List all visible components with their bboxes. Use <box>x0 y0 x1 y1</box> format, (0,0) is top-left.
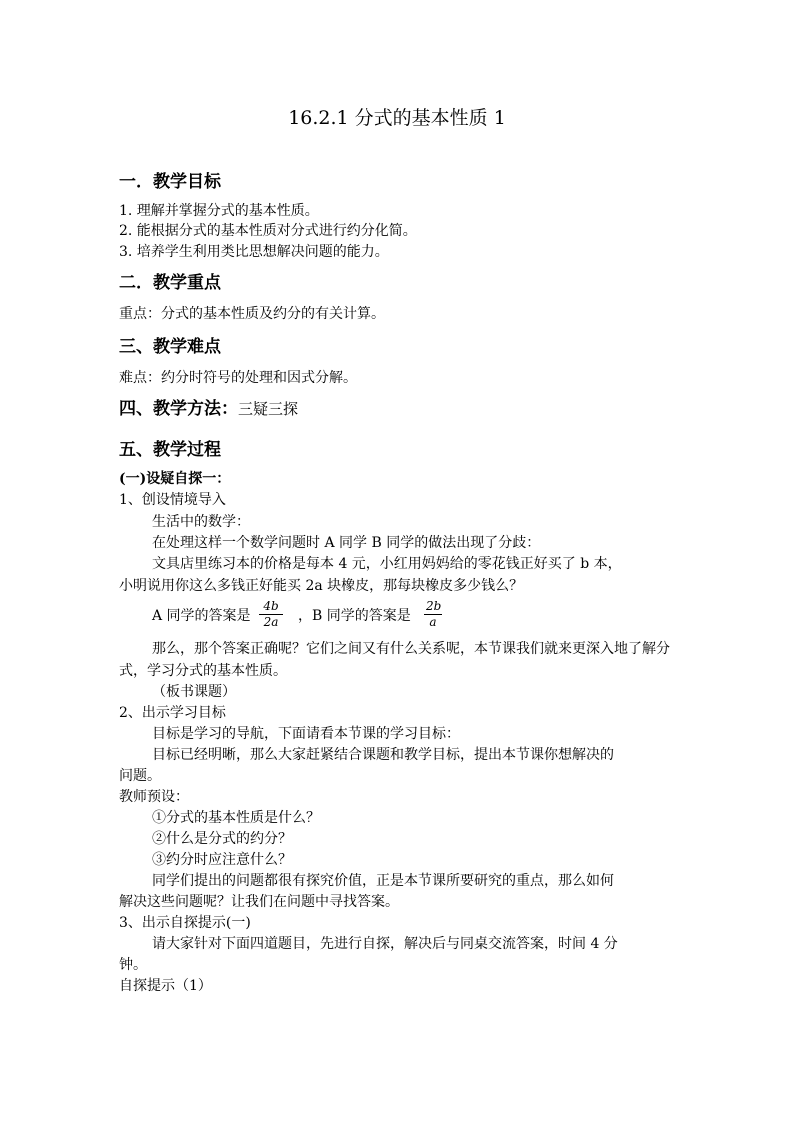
heading-goals: 一．教学目标 <box>119 172 221 192</box>
para-line: 生活中的数学： <box>152 514 250 530</box>
answer-a-label: A 同学的答案是 <box>152 608 251 624</box>
heading-key-points: 二．教学重点 <box>119 273 221 293</box>
question-2: ②什么是分式的约分？ <box>152 831 292 847</box>
fraction-b-numerator: 2b <box>426 599 442 613</box>
para-line: 文具店里练习本的价格是每本 4 元，小红用妈妈给的零花钱正好买了 b 本， <box>152 556 622 572</box>
question-1: ①分式的基本性质是什么？ <box>152 810 320 826</box>
goal-item-1: 1. 理解并掌握分式的基本性质。 <box>119 203 319 219</box>
explore-hint-1: 自探提示（1） <box>119 978 212 994</box>
fraction-a-denominator: 2a <box>259 614 283 630</box>
page-title: 16.2.1 分式的基本性质 1 <box>288 107 506 129</box>
heading-methods <box>119 397 298 421</box>
para-line: （板书课题） <box>152 684 236 700</box>
step-2: 2、出示学习目标 <box>119 705 226 721</box>
goal-item-3: 3. 培养学生利用类比思想解决问题的能力。 <box>119 244 389 260</box>
methods-heading-label: 四、教学方法： <box>119 399 238 419</box>
para-line: 解决这些问题呢？让我们在问题中寻找答案。 <box>119 894 399 910</box>
para-line: 式，学习分式的基本性质。 <box>119 663 287 679</box>
step-1: 1、创设情境导入 <box>119 492 226 508</box>
fraction-b-denominator: a <box>424 614 442 630</box>
fraction-a-numerator: 4b <box>263 599 279 613</box>
goal-item-2: 2. 能根据分式的基本性质对分式进行约分化简。 <box>119 223 417 239</box>
para-line: 小明说用你这么多钱正好能买 2a 块橡皮，那每块橡皮多少钱么？ <box>119 578 524 594</box>
para-line: 问题。 <box>119 768 161 784</box>
question-3: ③约分时应注意什么？ <box>152 852 292 868</box>
key-points-text: 重点：分式的基本性质及约分的有关计算。 <box>119 306 385 322</box>
para-line: 钟。 <box>119 957 147 973</box>
para-line: 目标已经明晰，那么大家赶紧结合课题和教学目标，提出本节课你想解决的 <box>152 747 614 763</box>
sub-heading-explore-1: (一)设疑自探一： <box>119 471 231 487</box>
para-line: 那么，那个答案正确呢？它们之间又有什么关系呢，本节课我们就来更深入地了解分 <box>152 641 670 657</box>
para-line: 在处理这样一个数学问题时 A 同学 B 同学的做法出现了分歧： <box>152 535 541 551</box>
para-line: 目标是学习的导航，下面请看本节课的学习目标： <box>152 726 460 742</box>
difficulties-text: 难点：约分时符号的处理和因式分解。 <box>119 370 357 386</box>
fraction-answer-a <box>259 599 283 630</box>
fraction-answer-b <box>424 599 442 630</box>
para-line: 请大家针对下面四道题目，先进行自探，解决后与同桌交流答案，时间 4 分 <box>152 936 618 952</box>
answer-b-label: ，B 同学的答案是 <box>298 608 411 624</box>
heading-difficulties: 三、教学难点 <box>119 337 221 357</box>
step-3: 3、出示自探提示(一) <box>119 915 251 931</box>
para-line: 同学们提出的问题都很有探究价值，正是本节课所要研究的重点，那么如何 <box>152 873 614 889</box>
teacher-preset-label: 教师预设： <box>119 789 189 805</box>
methods-value: 三疑三探 <box>238 400 299 418</box>
heading-process: 五、教学过程 <box>119 440 221 460</box>
